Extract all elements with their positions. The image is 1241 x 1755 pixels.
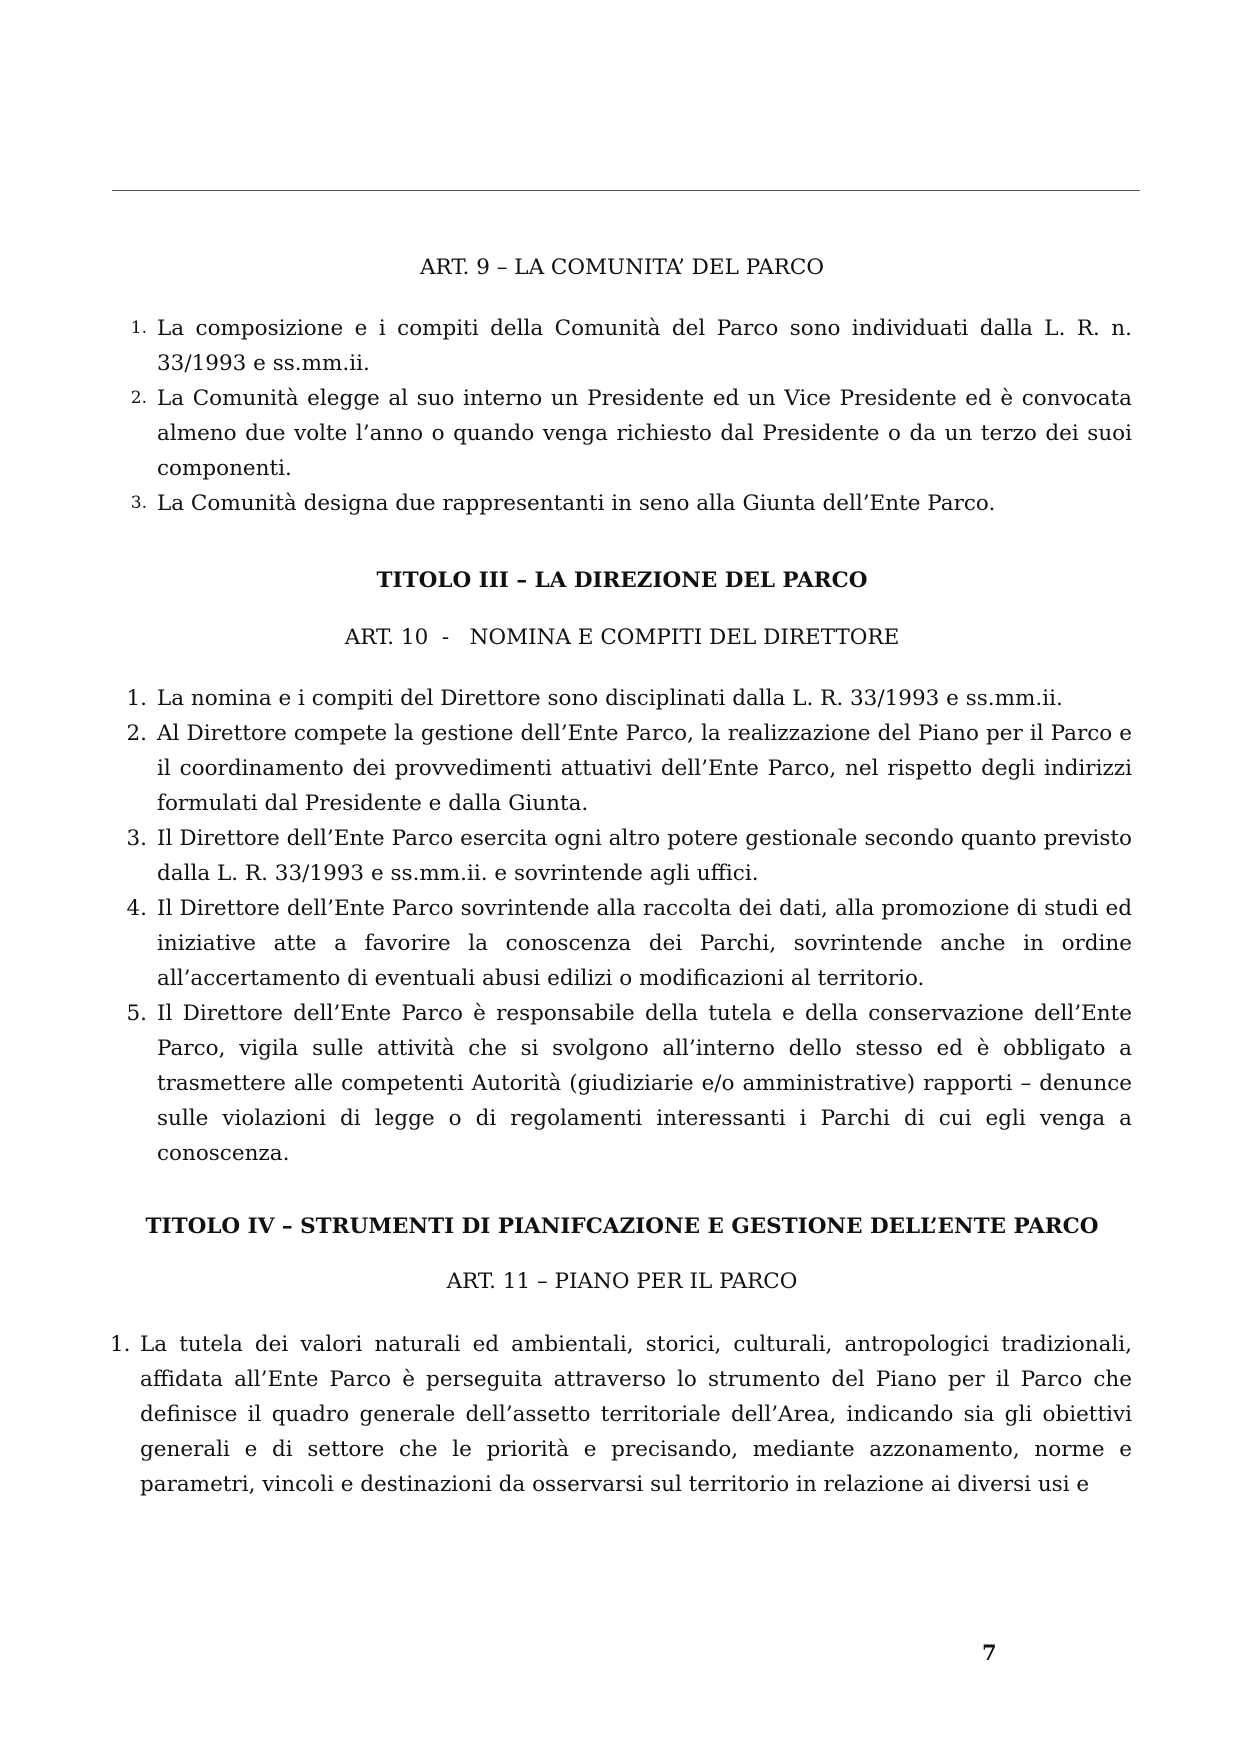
item-text: Il Direttore dell’Ente Parco esercita ogni altro potere gestionale secondo quanto previsto dalla L. R. 33/1993 e ss.mm.ii. e sovrintende agli uffici.	[157, 826, 1132, 886]
item-text: Il Direttore dell’Ente Parco sovrintende alla raccolta dei dati, alla promozione di studi ed iniziative atte a favorire la conoscenza dei Parchi, sovrintende anche in ordine all’accertamento di eventuali abusi edilizi o modificazioni al territorio.	[157, 896, 1132, 991]
header-rule	[112, 190, 1140, 191]
item-number: 5.	[126, 1001, 147, 1026]
art11-list	[110, 1327, 1132, 1502]
item-text: La Comunità elegge al suo interno un Presidente ed un Vice Presidente ed è convocata almeno due volte l’anno o quando venga richiesto dal Presidente o da un terzo dei suoi componenti.	[157, 386, 1132, 481]
art9-list	[112, 311, 1132, 521]
item-number: 1.	[126, 686, 147, 711]
item-text: La tutela dei valori naturali ed ambientali, storici, culturali, antropologici tradizionali, affidata all’Ente Parco è perseguita attraverso lo strumento del Piano per il Parco che definisce il quadro generale dell’assetto territoriale dell’Area, indicando sia gli obiettivi generali e di settore che le priorità e precisando, mediante azzonamento, norme e parametri, vincoli e destinazioni da osservarsi sul territorio in relazione ai diversi usi e	[140, 1332, 1132, 1497]
item-number: 1.	[110, 1332, 131, 1357]
list-item	[112, 891, 1132, 996]
art10-list	[112, 681, 1132, 1171]
item-number: 1.	[130, 318, 147, 338]
item-text: La Comunità designa due rappresentanti in seno alla Giunta dell’Ente Parco.	[157, 491, 996, 516]
titolo3-heading: TITOLO III – LA DIREZIONE DEL PARCO	[376, 568, 868, 593]
item-number: 2.	[126, 721, 147, 746]
item-number: 2.	[130, 388, 147, 408]
list-item	[112, 486, 1132, 521]
item-text: La nomina e i compiti del Direttore sono disciplinati dalla L. R. 33/1993 e ss.mm.ii.	[157, 686, 1063, 711]
item-number: 3.	[130, 493, 147, 513]
list-item	[112, 311, 1132, 381]
page-number: 7	[982, 1640, 997, 1665]
list-item	[112, 381, 1132, 486]
art10-heading: ART. 10 - NOMINA E COMPITI DEL DIRETTORE	[344, 625, 900, 650]
item-number: 3.	[126, 826, 147, 851]
list-item	[112, 996, 1132, 1171]
list-item	[112, 821, 1132, 891]
item-text: Il Direttore dell’Ente Parco è responsabile della tutela e della conservazione dell’Ente Parco, vigila sulle attività che si svolgono all’interno dello stesso ed è obbligato a trasmettere alle competenti Autorità (giudiziarie e/o amministrative) rapporti – denunce sulle violazioni di legge o di regolamenti interessanti i Parchi di cui egli venga a conoscenza.	[157, 1001, 1132, 1166]
titolo4-heading: TITOLO IV – STRUMENTI DI PIANIFCAZIONE E GESTIONE DELL’ENTE PARCO	[145, 1214, 1099, 1239]
item-text: Al Direttore compete la gestione dell’Ente Parco, la realizzazione del Piano per il Parco e il coordinamento dei provvedimenti attuativi dell’Ente Parco, nel rispetto degli indirizzi formulati dal Presidente e dalla Giunta.	[157, 721, 1132, 816]
item-number: 4.	[126, 896, 147, 921]
art9-heading: ART. 9 – LA COMUNITA’ DEL PARCO	[420, 255, 824, 280]
list-item	[110, 1327, 1132, 1502]
list-item	[112, 681, 1132, 716]
item-text: La composizione e i compiti della Comunità del Parco sono individuati dalla L. R. n. 33/1993 e ss.mm.ii.	[157, 316, 1132, 376]
art11-heading: ART. 11 – PIANO PER IL PARCO	[446, 1269, 798, 1294]
page-content	[112, 250, 1132, 1502]
list-item	[112, 716, 1132, 821]
